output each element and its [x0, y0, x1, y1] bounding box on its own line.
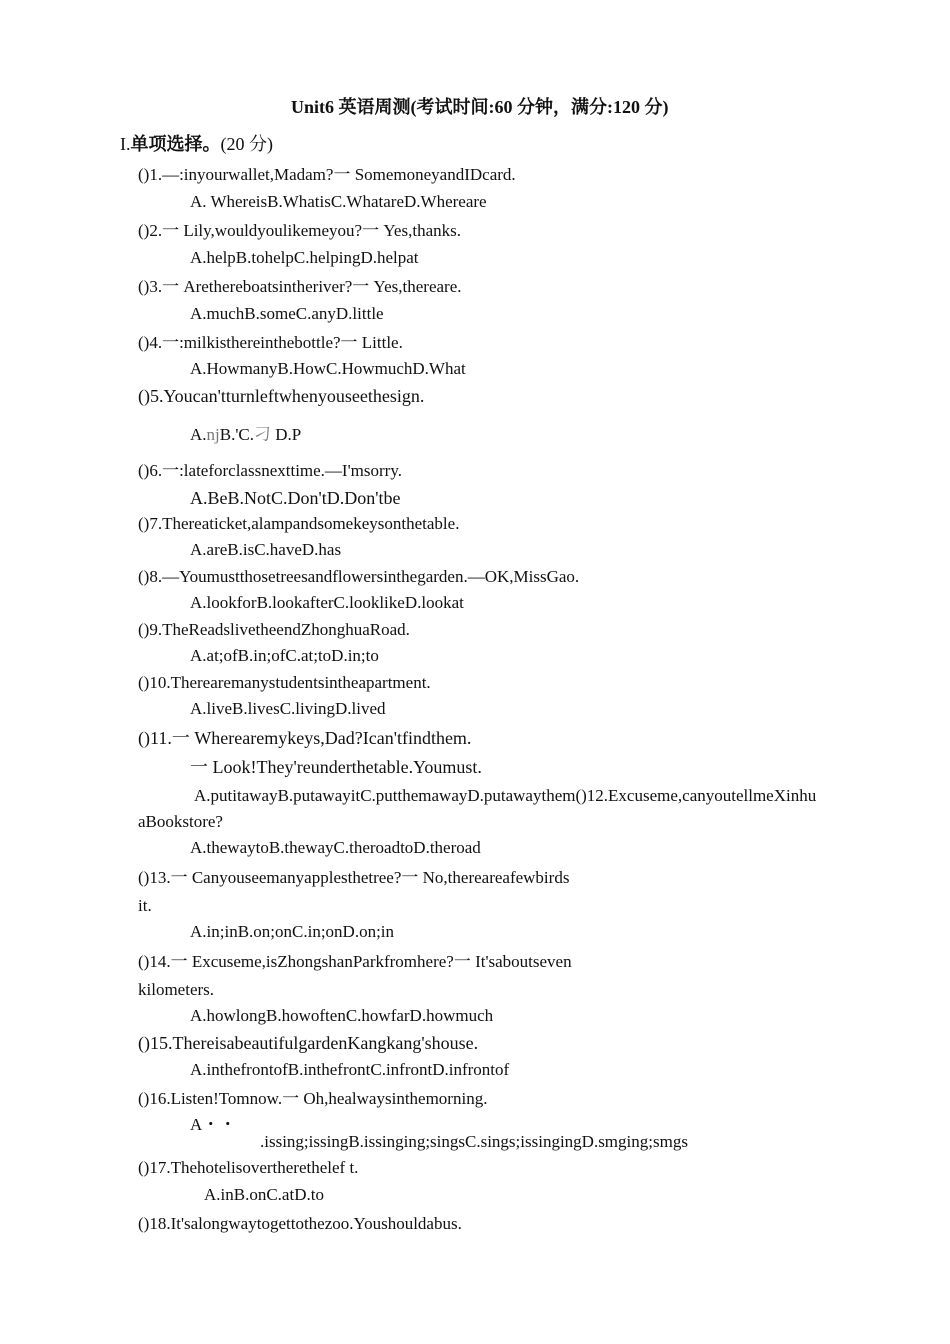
question-1-options: A. WhereisB.WhatisC.WhatareD.Whereare: [190, 192, 487, 211]
page-title: Unit6 英语周测(考试时间:60 分钟，满分:120 分): [291, 97, 669, 117]
question-11-options: A.putitawayB.putawayitC.putthemawayD.putawaythem()12.Excuseme,canyoutellmeXinhu: [194, 786, 817, 805]
question-15: ()15.ThereisabeautifulgardenKangkang'shouse.: [138, 1033, 479, 1053]
question-16: ()16.Listen!Tomnow.一 Oh,healwaysinthemorning.: [138, 1089, 488, 1108]
question-16-options: .issing;issingB.issinging;singsC.sings;issingingD.smging;smgs: [260, 1132, 688, 1151]
question-10: ()10.Therearemanystudentsintheapartment.: [138, 673, 431, 692]
question-14: ()14.一 Excuseme,isZhongshanParkfromhere?一 It'saboutseven: [138, 952, 572, 971]
question-14-options: A.howlongB.howoftenC.howfarD.howmuch: [190, 1006, 494, 1025]
question-6: ()6.一:lateforclassnexttime.—I'msorry.: [138, 461, 402, 480]
question-11-reply: 一 Look!They'reunderthetable.Youmust.: [190, 757, 482, 777]
question-13: ()13.一 Canyouseemanyapplesthetree?一 No,thereareafewbirds: [138, 868, 570, 887]
question-8-options: A.lookforB.lookafterC.looklikeD.lookat: [190, 593, 464, 612]
sign-c-icon: 刁: [254, 425, 272, 444]
question-2: ()2.一 Lily,wouldyoulikemeyou?一 Yes,thanks.: [138, 221, 461, 240]
question-1: ()1.—:inyourwallet,Madam?一 SomemoneyandIDcard.: [138, 165, 516, 184]
question-12-options: A.thewaytoB.thewayC.theroadtoD.theroad: [190, 838, 481, 857]
sign-a-icon: nj: [206, 425, 220, 444]
section-heading: [120, 133, 273, 155]
question-11: ()11.一 Wherearemykeys,Dad?Ican'tfindthem.: [138, 728, 472, 748]
question-5-options: [190, 424, 301, 446]
question-4: ()4.一:milkisthereinthebottle?一 Little.: [138, 333, 403, 352]
question-17: ()17.Thehotelisovertherethelef t.: [138, 1158, 359, 1177]
section-points: (20 分): [220, 134, 273, 154]
option-a-label: A.: [190, 425, 207, 444]
section-prefix: I.: [120, 134, 131, 154]
question-16-option-label: A・・: [190, 1115, 237, 1134]
option-bc-label: B.'C.: [219, 425, 255, 444]
question-15-options: A.inthefrontofB.inthefrontC.infrontD.infrontof: [190, 1060, 510, 1079]
question-4-options: A.HowmanyB.HowC.HowmuchD.What: [190, 359, 466, 378]
question-3: ()3.一 Arethereboatsintheriver?一 Yes,thereare.: [138, 277, 462, 296]
question-18: ()18.It'salongwaytogettothezoo.Youshouldabus.: [138, 1214, 462, 1233]
question-7: ()7.Thereaticket,alampandsomekeysonthetable.: [138, 514, 460, 533]
question-10-options: A.liveB.livesC.livingD.lived: [190, 699, 386, 718]
option-d-label: D.P: [271, 425, 302, 444]
question-6-options: A.BeB.NotC.Don'tD.Don'tbe: [190, 488, 401, 508]
question-13-options: A.in;inB.on;onC.in;onD.on;in: [190, 922, 395, 941]
question-7-options: A.areB.isC.haveD.has: [190, 540, 342, 559]
section-title: 单项选择。: [130, 134, 221, 154]
question-14-continued: kilometers.: [138, 980, 215, 999]
question-2-options: A.helpB.tohelpC.helpingD.helpat: [190, 248, 419, 267]
question-5: ()5.Youcan'tturnleftwhenyouseethesign.: [138, 386, 425, 406]
question-9: ()9.TheReadslivetheendZhonghuaRoad.: [138, 620, 410, 639]
question-9-options: A.at;ofB.in;ofC.at;toD.in;to: [190, 646, 379, 665]
question-12-continued: aBookstore?: [138, 812, 223, 831]
question-8: ()8.—Youmustthosetreesandflowersinthegarden.—OK,MissGao.: [138, 567, 580, 586]
question-17-options: A.inB.onC.atD.to: [204, 1185, 324, 1204]
question-3-options: A.muchB.someC.anyD.little: [190, 304, 384, 323]
question-13-continued: it.: [138, 896, 152, 915]
